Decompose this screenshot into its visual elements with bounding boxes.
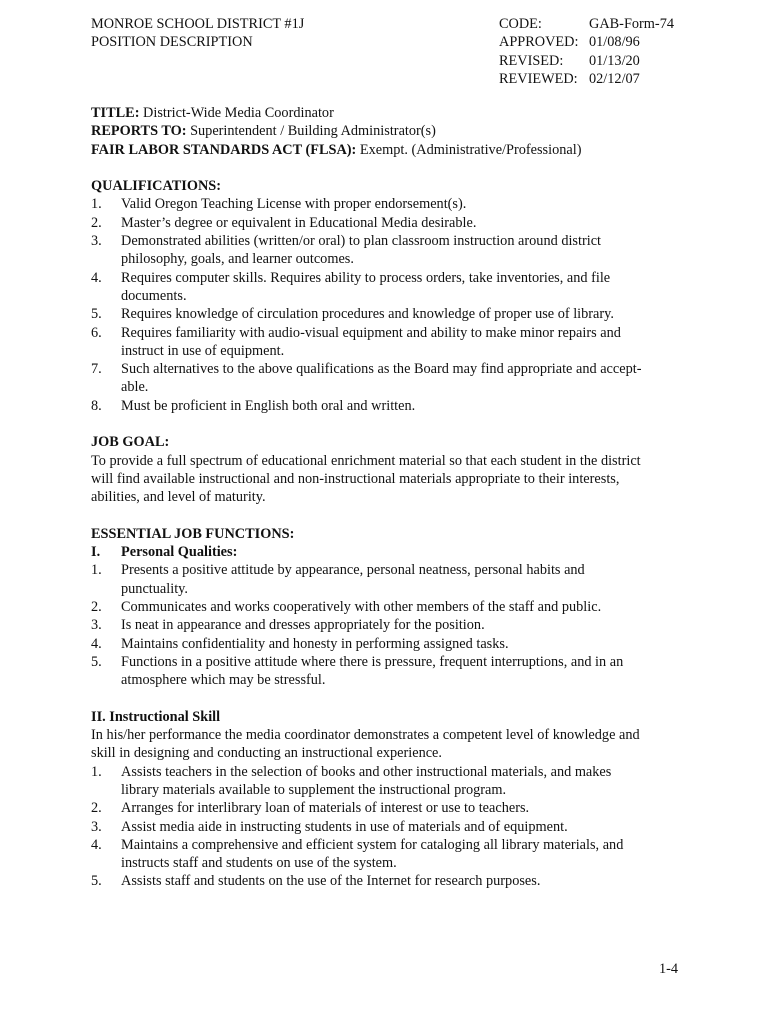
job-goal-text: To provide a full spectrum of educational enrichment material so that each student in the district — [91, 452, 641, 469]
list-item: 1. Presents a positive attitude by appearance, personal neatness, personal habits and punctuality. — [91, 562, 585, 597]
essential-functions-heading: ESSENTIAL JOB FUNCTIONS: — [91, 525, 295, 542]
list-item: 2. Communicates and works cooperatively with other members of the staff and public. — [91, 599, 602, 616]
meta-value: 02/12/07 — [589, 70, 640, 87]
header-left — [91, 15, 304, 52]
header-meta — [499, 15, 674, 88]
list-item: 7. Such alternatives to the above qualifications as the Board may find appropriate and accept- able. — [91, 361, 642, 396]
meta-key: REVIEWED: — [499, 70, 578, 87]
list-item: 3. Is neat in appearance and dresses appropriately for the position. — [91, 617, 485, 634]
list-item: 1. Assists teachers in the selection of books and other instructional materials, and makes library materials available to supplement the instructional program. — [91, 763, 612, 798]
list-item: 2. Master’s degree or equivalent in Educational Media desirable. — [91, 214, 477, 231]
list-item: 2. Arranges for interlibrary loan of materials of interest or use to teachers. — [91, 800, 530, 817]
title-label: TITLE: — [91, 105, 140, 121]
section-intro: skill in designing and conducting an instructional experience. — [91, 745, 442, 762]
qualifications-heading: QUALIFICATIONS: — [91, 178, 222, 195]
document-body — [91, 104, 681, 891]
job-goal-text: abilities, and level of maturity. — [91, 489, 266, 506]
title-value: District-Wide Media Coordinator — [143, 105, 334, 121]
list-item: 1. Valid Oregon Teaching License with proper endorsement(s). — [91, 196, 467, 213]
meta-row-revised — [499, 52, 674, 70]
section-heading: I. Personal Qualities: — [91, 544, 238, 561]
title-line — [91, 104, 681, 122]
reports-to-label: REPORTS TO: — [91, 123, 187, 140]
meta-row-code — [499, 15, 674, 33]
list-item: 5. Requires knowledge of circulation procedures and knowledge of proper use of library. — [91, 306, 614, 323]
list-item: 5. Functions in a positive attitude where there is pressure, frequent interruptions, and in an atmosphere which may be stressful. — [91, 653, 624, 689]
list-item: 5. Assists staff and students on the use of the Internet for research purposes. — [91, 873, 541, 890]
list-item: 3. Demonstrated abilities (written/or oral) to plan classroom instruction around district philosophy, goals, and learner outcomes. — [91, 233, 602, 268]
section-intro: In his/her performance the media coordinator demonstrates a competent level of knowledge and — [91, 727, 640, 744]
reports-to-line — [91, 122, 681, 140]
flsa-line — [91, 141, 681, 159]
meta-value: 01/13/20 — [589, 52, 640, 69]
meta-key: REVISED: — [499, 52, 564, 69]
job-goal-text: will find available instructional and non-instructional materials appropriate to their interests, — [91, 470, 620, 487]
page-number: 1-4 — [659, 961, 679, 977]
district-name: MONROE SCHOOL DISTRICT #1J — [91, 16, 305, 32]
list-item: 3. Assist media aide in instructing students in use of materials and of equipment. — [91, 818, 568, 835]
section-heading: II. Instructional Skill — [91, 708, 221, 725]
document-type: POSITION DESCRIPTION — [91, 34, 253, 51]
list-item: 6. Requires familiarity with audio-visual equipment and ability to make minor repairs and instruct in use of equipment. — [91, 324, 621, 359]
flsa-label: FAIR LABOR STANDARDS ACT (FLSA): — [91, 141, 357, 158]
meta-key: CODE: — [499, 16, 542, 32]
reports-to-value: Superintendent / Building Administrator(s) — [190, 123, 436, 140]
meta-value: 01/08/96 — [589, 34, 640, 51]
flsa-value: Exempt. (Administrative/Professional) — [359, 141, 582, 158]
meta-row-approved — [499, 33, 674, 51]
list-item: 4. Requires computer skills. Requires ability to process orders, take inventories, and file documents. — [91, 269, 611, 304]
meta-row-reviewed — [499, 70, 674, 88]
job-goal-heading: JOB GOAL: — [91, 434, 170, 451]
list-item: 4. Maintains a comprehensive and efficient system for cataloging all library materials, and instructs staff and students on use of the system. — [91, 836, 624, 872]
list-item: 4. Maintains confidentiality and honesty in performing assigned tasks. — [91, 635, 509, 652]
meta-value: GAB-Form-74 — [589, 16, 674, 32]
meta-key: APPROVED: — [499, 34, 579, 51]
list-item: 8. Must be proficient in English both oral and written. — [91, 397, 416, 414]
